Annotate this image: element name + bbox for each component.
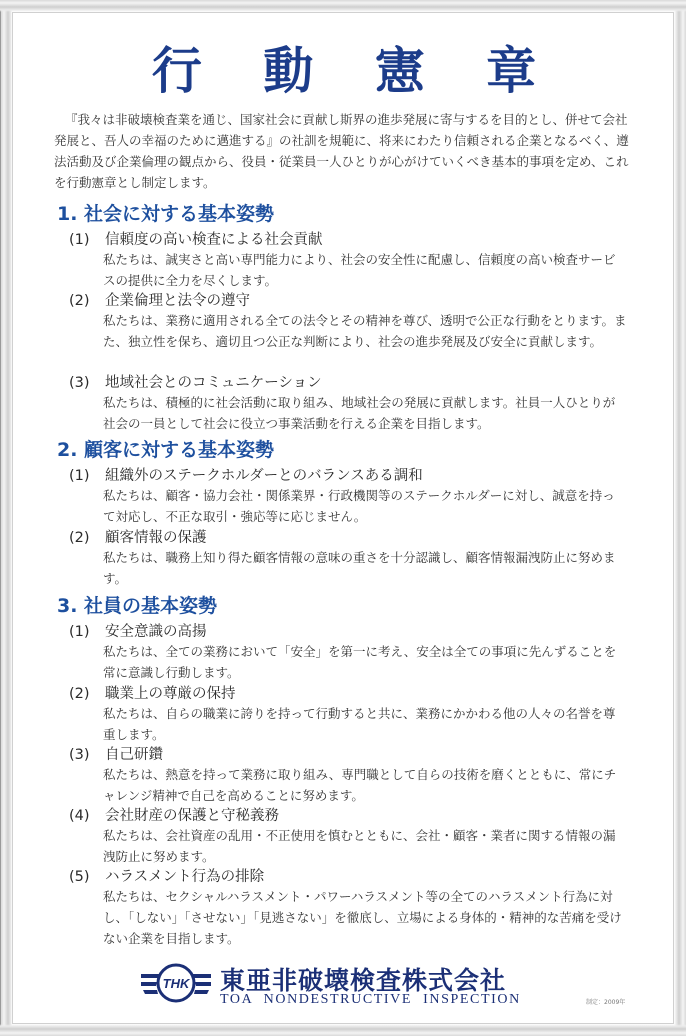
item-title: 企業倫理と法令の遵守 (105, 293, 250, 309)
section-3-item-5-body: 私たちは、セクシャルハラスメント・パワーハラスメント等の全てのハラスメント行為に対し、「しない」「させない」「見逃さない」を徹底し、立場による身体的・精神的な苦痛を受けない企業を目指します。 (103, 889, 622, 946)
section-1-item-3-body: 私たちは、積極的に社会活動に取り組み、地域社会の発展に貢献します。社員一人ひとりが社会の一員として社会に役立つ事業活動を行える企業を目指します。 (103, 395, 616, 431)
section-1-item-1-body: 私たちは、誠実さと高い専門能力により、社会の安全性に配慮し、信頼度の高い検査サービスの提供に全力を尽くします。 (103, 252, 616, 288)
section-3-item-5-heading (69, 865, 264, 886)
item-title: 顧客情報の保護 (105, 530, 207, 546)
thk-logo-icon (141, 961, 211, 1005)
section-1-item-3-heading (69, 371, 322, 392)
item-title: 組織外のステークホルダーとのバランスある調和 (105, 468, 423, 484)
item-number: (1) (69, 624, 90, 640)
section-1-item-2-heading (69, 289, 250, 310)
page-title: 行 動 憲 章 (151, 42, 559, 100)
item-title: 信頼度の高い検査による社会貢献 (105, 232, 323, 248)
logo-text: THK (162, 976, 190, 991)
item-number: (5) (69, 869, 90, 885)
section-3-item-1-heading (69, 620, 207, 641)
item-title: 安全意識の高揚 (105, 624, 207, 640)
poster-frame-right (674, 0, 686, 1036)
section-3-item-4-heading (69, 804, 279, 825)
section-2-item-1-body: 私たちは、顧客・協力会社・関係業界・行政機関等のステークホルダーに対し、誠意を持って対応し、不正な取引・強応等に応じません。 (103, 488, 615, 524)
item-number: (2) (69, 530, 90, 546)
item-number: (1) (69, 468, 90, 484)
poster-frame-bottom (0, 1024, 686, 1036)
item-number: (4) (69, 808, 90, 824)
section-heading-1: 1. 社会に対する基本姿勢 (57, 203, 275, 225)
section-2-item-1-heading (69, 464, 423, 485)
item-title: 地域社会とのコミュニケーション (105, 375, 322, 391)
section-3-item-1-body: 私たちは、全ての業務において「安全」を第一に考え、安全は全ての事項に先んずることを常に意識し行動します。 (103, 644, 617, 680)
section-1-item-2-body: 私たちは、業務に適用される全ての法令とその精神を尊び、透明で公正な行動をとります。また、独立性を保ち、適切且つ公正な判断により、社会の進歩発展及び安全に貢献します。 (103, 313, 627, 349)
item-number: (2) (69, 686, 90, 702)
section-heading-2: 2. 顧客に対する基本姿勢 (57, 439, 275, 461)
section-3-item-2-body: 私たちは、自らの職業に誇りを持って行動すると共に、業務にかかわる他の人々の名誉を尊重します。 (103, 706, 616, 742)
section-3-item-2-heading (69, 682, 236, 703)
section-heading-3: 3. 社員の基本姿勢 (57, 595, 218, 617)
item-number: (3) (69, 375, 90, 391)
company-name-jp: 東亜非破壊検査株式会社 (220, 966, 507, 995)
section-1-item-1-heading (69, 228, 323, 249)
poster-frame-top (0, 0, 686, 12)
item-number: (3) (69, 747, 90, 763)
company-name-en: TOA NONDESTRUCTIVE INSPECTION (220, 992, 521, 1007)
item-number: (1) (69, 232, 90, 248)
section-2-item-2-body: 私たちは、職務上知り得た顧客情報の意味の重さを十分認識し、顧客情報漏洩防止に努めます。 (103, 550, 616, 586)
established-stamp: 制定：2009年 (586, 999, 626, 1006)
section-2-item-2-heading (69, 526, 207, 547)
section-3-item-4-body: 私たちは、会社資産の乱用・不正使用を慎むとともに、会社・顧客・業者に関する情報の漏洩防止に努めます。 (103, 828, 616, 864)
item-title: 自己研鑽 (105, 747, 163, 763)
item-title: 職業上の尊厳の保持 (105, 686, 236, 702)
section-3-item-3-heading (69, 743, 163, 764)
item-title: 会社財産の保護と守秘義務 (105, 808, 279, 824)
section-3-item-3-body: 私たちは、熱意を持って業務に取り組み、専門職として自らの技術を磨くとともに、常にチャレンジ精神で自己を高めることに努めます。 (103, 767, 617, 803)
intro-paragraph: 『我々は非破壊検査業を通じ、国家社会に貢献し斯界の進歩発展に寄与するを目的とし、併せて会社発展と、吾人の幸福のために邁進する』の社訓を規範に、将来にわたり信頼される企業となるべく、遵法活動及び企業倫理の観点から、役員・従業員一人ひとりが心がけていくべき基本的事項を定め、これを行動憲章とし制定します。 (54, 112, 629, 190)
item-title: ハラスメント行為の排除 (105, 869, 265, 885)
item-number: (2) (69, 293, 90, 309)
charter-sheet (12, 12, 674, 1024)
